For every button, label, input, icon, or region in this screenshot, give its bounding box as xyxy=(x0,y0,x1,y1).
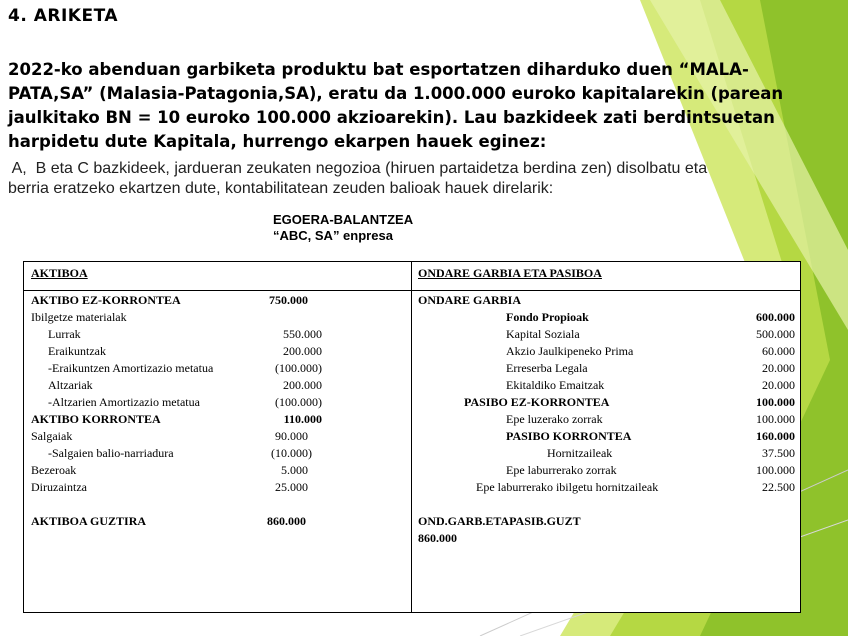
liability-label: Epe laburrerako ibilgetu hornitzaileak xyxy=(476,480,659,494)
intro-line: PATA,SA” (Malasia-Patagonia,SA), eratu da 1.000.000 euroko kapitalarekin (parean xyxy=(8,84,784,103)
asset-label: Lurrak xyxy=(48,327,81,341)
asset-label: Diruzaintza xyxy=(31,480,87,494)
asset-label: -Salgaien balio-narriadura xyxy=(48,446,174,460)
asset-label: Altzariak xyxy=(48,378,93,392)
asset-label: Salgaiak xyxy=(31,429,73,443)
liability-value: 20.000 xyxy=(762,361,795,375)
liability-value: 500.000 xyxy=(756,327,795,341)
asset-value: 90.000 xyxy=(275,429,308,443)
liability-label: Erreserba Legala xyxy=(506,361,588,375)
liability-label: Hornitzaileak xyxy=(547,446,613,460)
asset-value: 200.000 xyxy=(283,378,322,392)
asset-label: Eraikuntzak xyxy=(48,344,106,358)
sub-line: berria eratzeko ekartzen dute, kontabilitatean zeuden balioak hauek direlarik: xyxy=(8,180,554,197)
liability-label: ONDARE GARBIA xyxy=(418,293,522,307)
balance-sheet-table xyxy=(23,261,801,613)
asset-label: AKTIBO KORRONTEA xyxy=(31,412,161,426)
balance-company: “ABC, SA” enpresa xyxy=(273,228,393,243)
balance-heading xyxy=(273,212,413,244)
liabilities-header: ONDARE GARBIA ETA PASIBOA xyxy=(418,266,602,280)
asset-value: 110.000 xyxy=(283,412,322,426)
liability-value: 100.000 xyxy=(756,463,795,477)
liability-total-label: OND.GARB.ETAPASIB.GUZT xyxy=(418,514,581,528)
liability-label: Kapital Soziala xyxy=(506,327,580,341)
liability-value: 37.500 xyxy=(762,446,795,460)
liability-value: 22.500 xyxy=(762,480,795,494)
asset-label: Ibilgetze materialak xyxy=(31,310,127,324)
liability-label: Fondo Propioak xyxy=(506,310,589,324)
assets-header: AKTIBOA xyxy=(31,266,88,280)
asset-value: 750.000 xyxy=(269,293,308,307)
asset-value: 550.000 xyxy=(283,327,322,341)
liability-value: 100.000 xyxy=(756,395,795,409)
asset-label: Bezeroak xyxy=(31,463,77,477)
asset-total-value: 860.000 xyxy=(267,514,306,528)
balance-title: EGOERA-BALANTZEA xyxy=(273,212,414,227)
liability-value: 100.000 xyxy=(756,412,795,426)
asset-label: -Eraikuntzen Amortizazio metatua xyxy=(48,361,214,375)
liability-value: 60.000 xyxy=(762,344,795,358)
asset-value: 5.000 xyxy=(281,463,308,477)
asset-value: 25.000 xyxy=(275,480,308,494)
asset-label: AKTIBO EZ-KORRONTEA xyxy=(31,293,181,307)
asset-value: (100.000) xyxy=(275,361,322,375)
liability-label: Ekitaldiko Emaitzak xyxy=(506,378,605,392)
intro-paragraph xyxy=(8,58,808,154)
liability-value: 160.000 xyxy=(756,429,795,443)
asset-total-label: AKTIBOA GUZTIRA xyxy=(31,514,147,528)
liability-value: 600.000 xyxy=(756,310,795,324)
liability-label: Epe luzerako zorrak xyxy=(506,412,603,426)
exercise-title: 4. ARIKETA xyxy=(8,6,118,26)
liability-label: Epe laburrerako zorrak xyxy=(506,463,617,477)
asset-value: (10.000) xyxy=(271,446,312,460)
asset-value: (100.000) xyxy=(275,395,322,409)
column-divider xyxy=(411,262,412,612)
liability-value: 20.000 xyxy=(762,378,795,392)
asset-value: 200.000 xyxy=(283,344,322,358)
intro-line: 2022-ko abenduan garbiketa produktu bat esportatzen diharduko duen “MALA- xyxy=(8,60,749,79)
sub-line: A, B eta C bazkideek, jardueran zeukaten negozioa (hiruen partaidetza berdina zen) disolbatu eta xyxy=(8,160,708,177)
header-divider xyxy=(24,290,800,291)
intro-line: jaulkitako BN = 10 euroko 100.000 akzioarekin). Lau bazkideek zati berdintsuetan xyxy=(8,108,775,127)
intro-line: harpidetu dute Kapitala, hurrengo ekarpen hauek eginez: xyxy=(8,132,547,151)
liability-label: Akzio Jaulkipeneko Prima xyxy=(506,344,634,358)
asset-label: -Altzarien Amortizazio metatua xyxy=(48,395,200,409)
liability-label: PASIBO KORRONTEA xyxy=(506,429,632,443)
liability-total-value: 860.000 xyxy=(418,531,457,545)
liability-label: PASIBO EZ-KORRONTEA xyxy=(464,395,610,409)
sub-paragraph xyxy=(8,159,843,199)
